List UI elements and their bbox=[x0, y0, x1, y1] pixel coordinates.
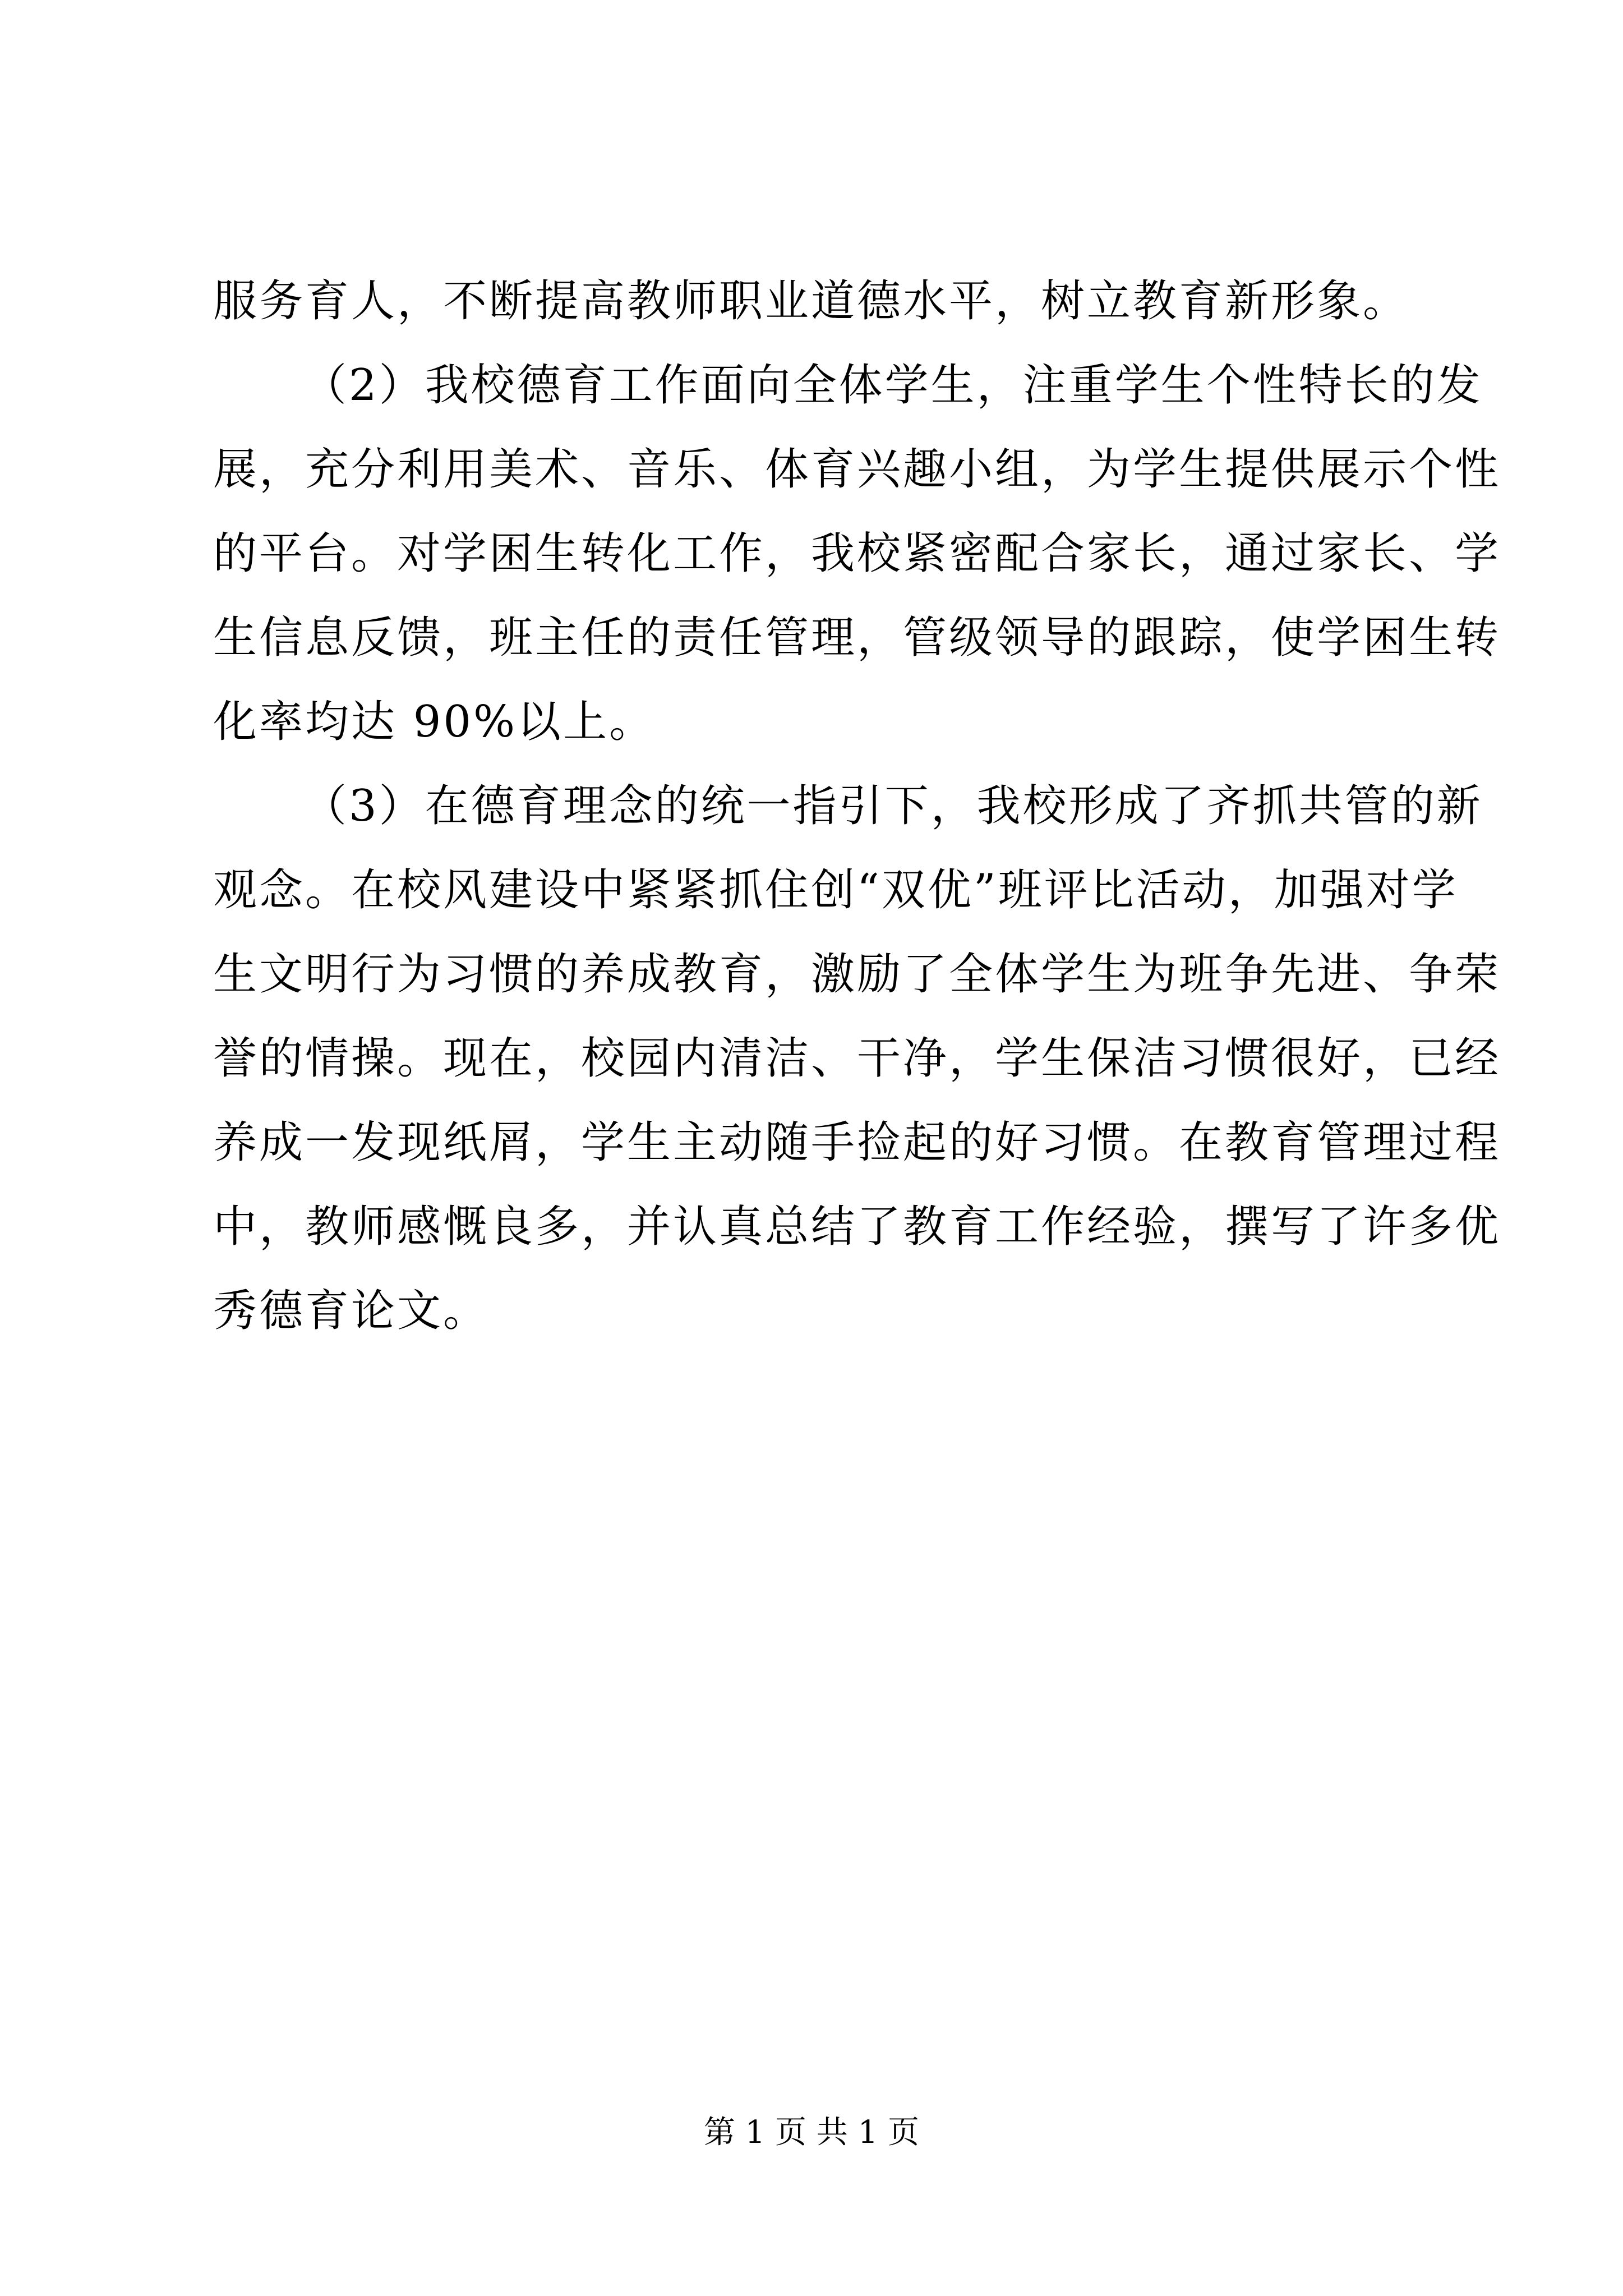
text-line: 的平台。对学困生转化工作，我校紧密配合家长，通过家长、学 bbox=[213, 528, 1501, 579]
page-footer bbox=[0, 2110, 1623, 2155]
paragraph-2-first-line: （2）我校德育工作面向全体学生，注重学生个性特长的发 bbox=[303, 360, 1483, 411]
page-number: 第 1 页 共 1 页 bbox=[703, 2114, 920, 2151]
text-line: 誉的情操。现在，校园内清洁、干净，学生保洁习惯很好，已经 bbox=[213, 1033, 1501, 1084]
text-line: 中，教师感慨良多，并认真总结了教育工作经验，撰写了许多优 bbox=[213, 1202, 1501, 1252]
text-line: 化率均达 90%以上。 bbox=[213, 697, 656, 747]
text-line: 观念。在校风建设中紧紧抓住创“双优”班评比活动，加强对学 bbox=[213, 865, 1458, 915]
body-text bbox=[213, 259, 1501, 1353]
text-line: 秀德育论文。 bbox=[213, 1286, 490, 1336]
text-line: 服务育人，不断提高教师职业道德水平，树立教育新形象。 bbox=[213, 276, 1409, 326]
text-line: 生信息反馈，班主任的责任管理，管级领导的跟踪，使学困生转 bbox=[213, 613, 1501, 663]
text-line: 展，充分利用美术、音乐、体育兴趣小组，为学生提供展示个性 bbox=[213, 444, 1501, 495]
text-line: 生文明行为习惯的养成教育，激励了全体学生为班争先进、争荣 bbox=[213, 949, 1501, 1000]
text-line: 养成一发现纸屑，学生主动随手捡起的好习惯。在教育管理过程 bbox=[213, 1117, 1501, 1168]
paragraph-3-first-line: （3）在德育理念的统一指引下，我校形成了齐抓共管的新 bbox=[303, 781, 1483, 831]
